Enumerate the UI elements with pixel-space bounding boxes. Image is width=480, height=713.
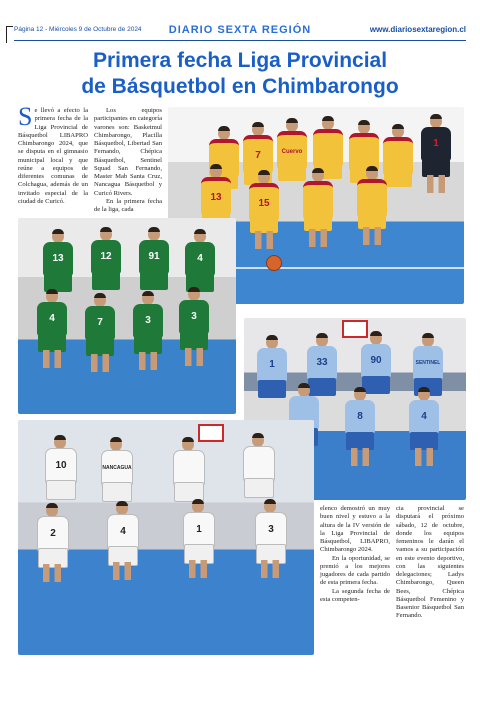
jersey: 1 <box>421 127 451 161</box>
player: 4 <box>404 388 444 488</box>
article-column-1 <box>18 102 88 206</box>
player: 3 <box>250 500 290 610</box>
player: 12 <box>86 228 126 308</box>
article-column-2 <box>94 107 162 214</box>
photo-white-team <box>18 420 314 655</box>
basketball-hoop <box>342 320 368 338</box>
newspaper-name: DIARIO SEXTA REGIÓN <box>168 24 312 36</box>
player: 3 <box>174 288 214 388</box>
player: 7 <box>80 294 120 394</box>
article-column-4 <box>396 505 464 621</box>
player: 8 <box>340 388 380 488</box>
headline <box>10 48 470 100</box>
player: SENTINEL <box>408 334 448 414</box>
player: NANCAGUA <box>96 438 136 518</box>
article-column-3 <box>320 505 390 604</box>
player: Cuervo <box>272 119 312 199</box>
player <box>352 167 392 257</box>
basketball <box>266 255 282 271</box>
page-number-date: Página 12 - Miércoles 9 de Octubre de 2024 <box>14 26 142 33</box>
article-col2-p2: En la primera fecha de la liga, cada <box>94 197 162 213</box>
player: 1 <box>178 500 218 610</box>
player: 15 <box>244 171 284 261</box>
player: 1 <box>252 336 292 416</box>
article-col3-p3: La segunda fecha de esta competen- <box>320 587 390 603</box>
photo-green-team <box>18 218 236 414</box>
website-url[interactable]: www.diariosextaregion.cl <box>369 25 466 34</box>
player <box>298 169 338 259</box>
coach-figure <box>416 115 456 225</box>
player: 7 <box>238 123 278 203</box>
page-corner-mark <box>6 26 13 43</box>
drop-cap: S <box>18 102 33 131</box>
article-col3-p2: En la oportunidad, se premió a los mejores jugadores de cada partido de esta primera fecha. <box>320 554 390 587</box>
player: 13 <box>196 165 236 255</box>
player: 90 <box>356 332 396 412</box>
player: 13 <box>38 230 78 310</box>
headline-line-1: Primera fecha Liga Provincial <box>92 49 388 72</box>
header-rule <box>14 40 466 41</box>
player: 4 <box>102 502 142 612</box>
headline-line-2: de Básquetbol en Chimbarongo <box>81 75 399 98</box>
player: 4 <box>32 290 72 390</box>
player: 33 <box>302 334 342 414</box>
page-header <box>14 26 466 40</box>
player: 3 <box>128 292 168 392</box>
article-col2-p1: Los equipos participantes en categoría varones son: Basketmul Chimbarongo, Placilla Básquetbol, Libertad San Fernando, Chépica Básquetbol, Sentinel Squad San Fernando, Master Mab Santa Cruz, Nancagua Básquetbol y Curicó Rivers. <box>94 107 162 197</box>
article-col3-p1: elenco demostró un muy buen nivel y estuvo a la altura de la IV versión de la Liga Provincial de Básquetbol, LIBAPRO, Chimbarongo 2024. <box>320 505 390 554</box>
player: 2 <box>32 504 72 614</box>
player: 4 <box>180 230 220 310</box>
article-col4-p1: cia provincial se disputará el próximo sábado, 12 de octubre, donde los equipos femeninos le darán el vamos a su participación en este evento deportivo, con las siguientes delegaciones; Ladys Chimbarongo, Queen Bees, Chépica Básquetbol Femenino y Basenior Básquetbol San Fernando. <box>396 505 464 620</box>
article-col1-text: e llevó a efecto la primera fecha de la Liga Provincial de Básquetbol LIBAPRO Chimbarongo 2024, que se disputa en el gimnasio municipal local y que reúne a equipos de diferentes comunas de Colchagua, además de un invitado especial de la ciudad de Curicó. <box>18 107 88 205</box>
player: 91 <box>134 228 174 308</box>
player: 10 <box>40 436 80 516</box>
